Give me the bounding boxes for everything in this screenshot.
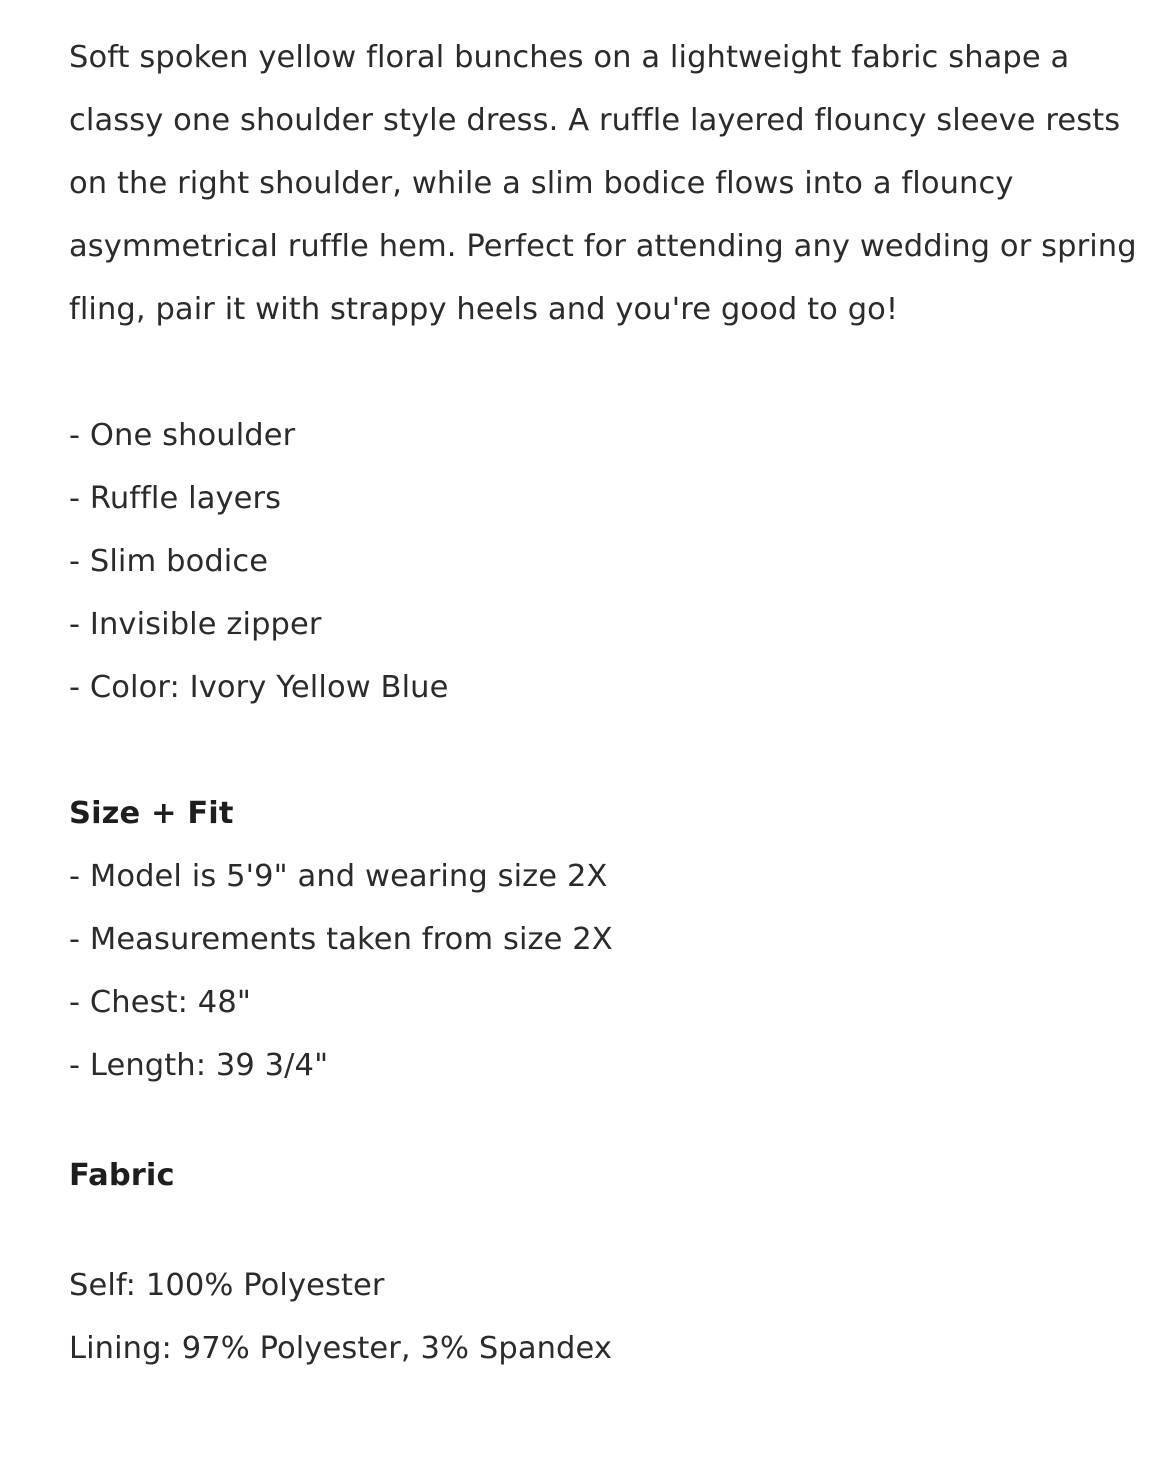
feature-item: - One shoulder [69,418,296,453]
feature-list [69,404,1139,719]
fabric-item: Lining: 97% Polyester, 3% Spandex [69,1331,612,1366]
fabric-list [69,1254,1139,1380]
fabric-item: Self: 100% Polyester [69,1268,385,1303]
size-fit-item: - Chest: 48" [69,985,251,1020]
fabric-heading: Fabric [69,1158,175,1193]
feature-item: - Invisible zipper [69,607,322,642]
size-fit-item: - Measurements taken from size 2X [69,922,613,957]
product-description: Soft spoken yellow floral bunches on a lightweight fabric shape a classy one shoulder style dress. A ruffle layered flouncy sleeve rests on the right shoulder, while a slim bodice flows into a flouncy asymmetrical ruffle hem. Perfect for attending any wedding or spring fling, pair it with strappy heels and you're good to go! [69,40,1137,327]
feature-item: - Slim bodice [69,544,269,579]
product-details [69,26,1139,1380]
size-fit-item: - Length: 39 3/4" [69,1048,329,1083]
size-fit-list [69,845,1139,1097]
size-fit-heading: Size + Fit [69,796,234,831]
size-fit-item: - Model is 5'9" and wearing size 2X [69,859,608,894]
feature-item: - Color: Ivory Yellow Blue [69,670,449,705]
feature-item: - Ruffle layers [69,481,282,516]
